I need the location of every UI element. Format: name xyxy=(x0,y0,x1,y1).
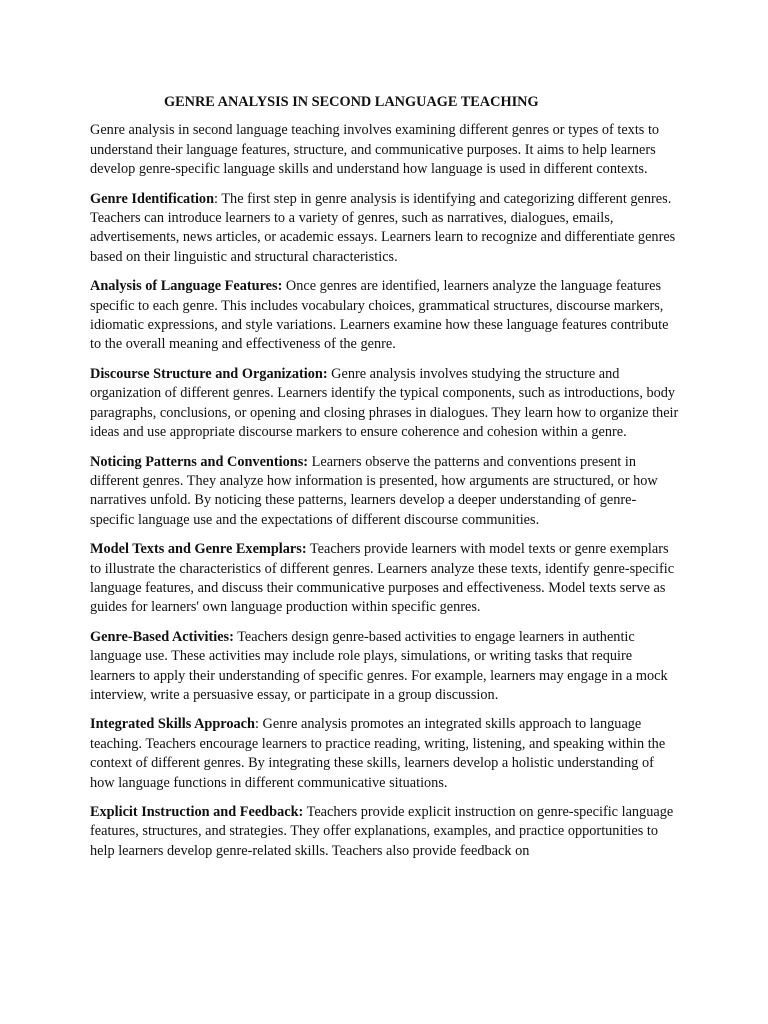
document-title: GENRE ANALYSIS IN SECOND LANGUAGE TEACHING xyxy=(164,94,539,110)
section-genre-based-activities xyxy=(90,628,680,706)
section-language-features xyxy=(90,277,680,355)
section-term: Genre Identification xyxy=(90,190,215,207)
section-term: Explicit Instruction and Feedback: xyxy=(90,804,304,820)
section-term: Genre-Based Activities: xyxy=(90,628,234,645)
section-text: Teachers provide explicit instruction on genre-specific language features, structures, and strategies. They offer explanations, examples, and practice opportunities to help learners develop genre-related skills. Teachers also provide feedback on xyxy=(90,804,674,859)
section-genre-identification xyxy=(90,190,680,268)
section-model-texts xyxy=(90,540,680,618)
section-term: Discourse Structure and Organization: xyxy=(90,365,328,382)
document-page xyxy=(90,93,680,871)
section-term: Analysis of Language Features: xyxy=(90,278,283,295)
section-text: Learners observe the patterns and conventions present in different genres. They analyze how information is presented, how arguments are structured, or how narratives unfold. By noticing these patterns, learners develop a deeper understanding of genre-specific language use and the expectations of different discourse communities. xyxy=(90,453,658,528)
section-term: Integrated Skills Approach xyxy=(90,716,255,733)
section-explicit-instruction xyxy=(90,803,680,861)
section-discourse-structure xyxy=(90,365,680,443)
section-text: Genre analysis involves studying the structure and organization of different genres. Learners identify the typical components, such as introductions, body paragraphs, conclusions, or opening and closing phrases in dialogues. They learn how to organize their ideas and use appropriate discourse markers to ensure coherence and cohesion within a genre. xyxy=(90,365,679,441)
section-integrated-skills xyxy=(90,715,680,793)
section-text: Teachers provide learners with model texts or genre exemplars to illustrate the characteristics of different genres. Learners analyze these texts, identify genre-specific language features, and discuss their communicative purposes and effectiveness. Model texts serve as guides for learners' own language production within specific genres. xyxy=(90,541,675,616)
section-text: : The first step in genre analysis is identifying and categorizing different genres. Teachers can introduce learners to a variety of genres, such as narratives, dialogues, emails, advertisements, news articles, or academic essays. Learners learn to recognize and differentiate genres based on their linguistic and structural characteristics. xyxy=(90,190,676,265)
section-text: : Genre analysis promotes an integrated skills approach to language teaching. Teachers encourage learners to practice reading, writing, listening, and speaking within the context of different genres. By integrating these skills, learners develop a holistic understanding of how language functions in different communicative situations. xyxy=(90,716,666,791)
section-term: Model Texts and Genre Exemplars: xyxy=(90,541,307,558)
section-text: Once genres are identified, learners analyze the language features specific to each genre. This includes vocabulary choices, grammatical structures, discourse markers, idiomatic expressions, and style variations. Learners examine how these language features contribute to the overall meaning and effectiveness of the genre. xyxy=(90,278,669,353)
section-patterns-conventions xyxy=(90,453,680,531)
intro-paragraph: Genre analysis in second language teaching involves examining different genres or types of texts to understand their language features, structure, and communicative purposes. It aims to help learners develop genre-specific language skills and understand how language is used in different contexts. xyxy=(90,122,660,178)
section-text: Teachers design genre-based activities to engage learners in authentic language use. These activities may include role plays, simulations, or writing tasks that require learners to apply their understanding of specific genres. For example, learners may engage in a mock interview, write a persuasive essay, or participate in a group discussion. xyxy=(90,628,668,703)
section-term: Noticing Patterns and Conventions: xyxy=(90,453,309,470)
